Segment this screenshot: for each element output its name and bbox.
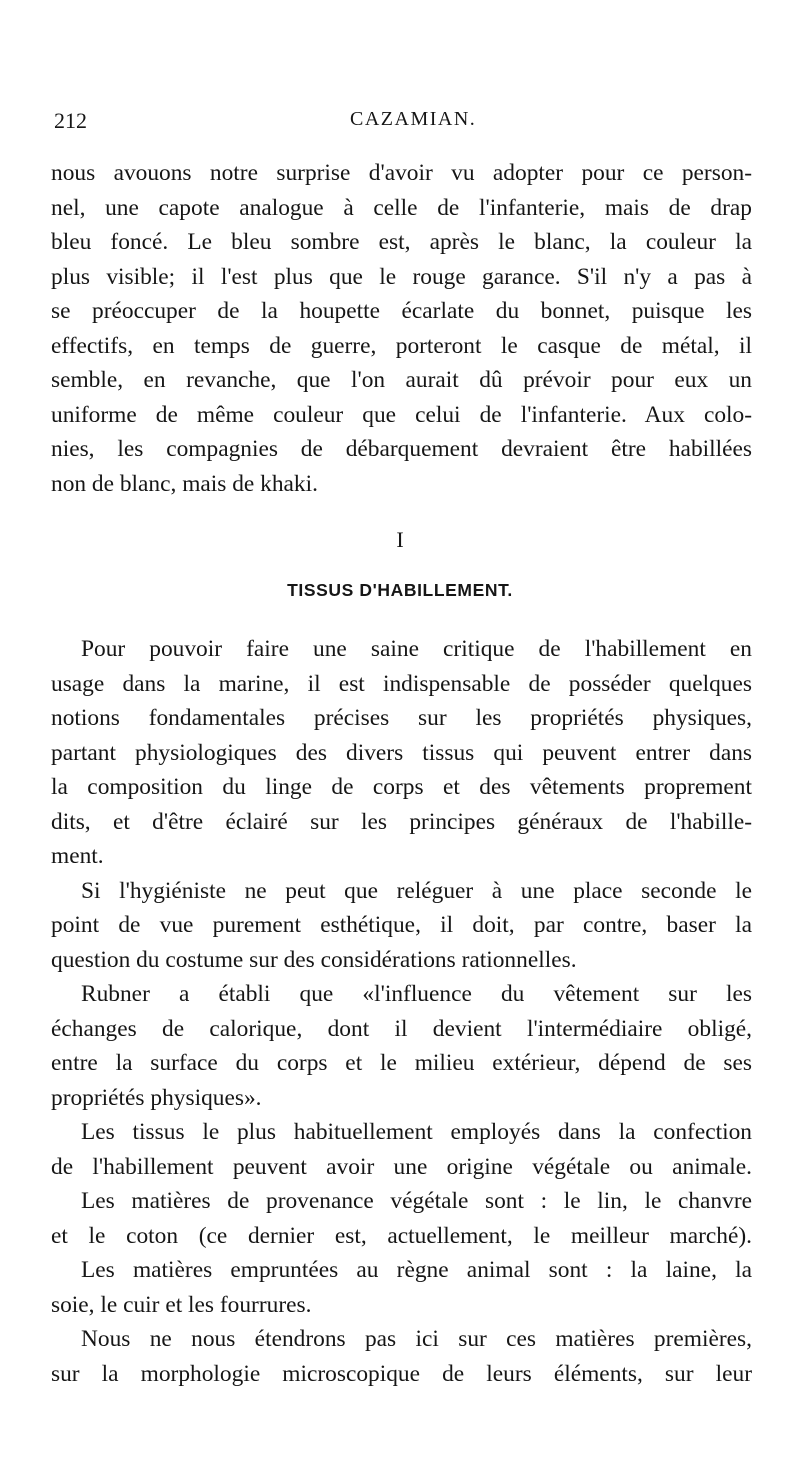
text-line: soie, le cuir et les fourrures.	[51, 1291, 312, 1318]
text-line: question du costume sur des considérations rationnelles.	[51, 946, 577, 973]
intro-paragraph	[51, 156, 752, 501]
text-line: la composition du linge de corps et des vêtements proprement	[51, 774, 752, 800]
text-line: Les matières de provenance végétale sont : le lin, le chanvre	[81, 1188, 752, 1214]
text-line: dits, et d'être éclairé sur les principes généraux de l'habille-	[51, 808, 752, 835]
text-line: Rubner a établi que «l'influence du vêtement sur les	[81, 981, 752, 1007]
text-line: bleu foncé. Le bleu sombre est, après le blanc, la couleur la	[51, 229, 752, 255]
text-line: non de blanc, mais de khaki.	[51, 470, 318, 497]
text-line: effectifs, en temps de guerre, porteront le casque de métal, il	[51, 332, 752, 359]
text-line: usage dans la marine, il est indispensable de posséder quelques	[51, 670, 752, 697]
text-line: notions fondamentales précises sur les propriétés physiques,	[51, 705, 752, 731]
page-header	[54, 108, 754, 142]
text-line: semble, en revanche, que l'on aurait dû prévoir pour eux un	[51, 367, 752, 393]
text-line: ment.	[51, 843, 104, 869]
text-line: Nous ne nous étendrons pas ici sur ces matières premières,	[81, 1326, 752, 1352]
page-number: 212	[54, 108, 87, 133]
text-line: uniforme de même couleur que celui de l'infanterie. Aux colo-	[51, 401, 752, 428]
text-line: plus visible; il l'est plus que le rouge garance. S'il n'y a pas à	[51, 263, 752, 290]
text-line: nel, une capote analogue à celle de l'infanterie, mais de drap	[51, 194, 752, 221]
running-head: CAZAMIAN.	[350, 108, 477, 130]
text-line: partant physiologiques des divers tissus qui peuvent entrer dans	[51, 739, 752, 766]
section-body	[51, 632, 752, 1391]
text-line: Les matières empruntées au règne animal sont : la laine, la	[81, 1257, 752, 1283]
text-line: se préoccuper de la houpette écarlate du bonnet, puisque les	[51, 298, 752, 324]
text-line: propriétés physiques».	[51, 1084, 262, 1111]
text-line: Les tissus le plus habituellement employés dans la confection	[81, 1119, 752, 1145]
text-line: sur la morphologie microscopique de leurs éléments, sur leur	[51, 1360, 752, 1387]
text-line: point de vue purement esthétique, il doit, par contre, baser la	[51, 912, 752, 938]
text-line: entre la surface du corps et le milieu extérieur, dépend de ses	[51, 1050, 752, 1076]
text-line: nous avouons notre surprise d'avoir vu adopter pour ce person-	[51, 160, 752, 186]
text-line: Si l'hygiéniste ne peut que reléguer à une place seconde le	[81, 877, 752, 904]
text-line: de l'habillement peuvent avoir une origine végétale ou animale.	[51, 1153, 752, 1180]
text-line: et le coton (ce dernier est, actuellement, le meilleur marché).	[51, 1222, 752, 1249]
section-title: TISSUS D'HABILLEMENT.	[287, 580, 513, 600]
section-number: I	[396, 527, 404, 552]
text-line: Pour pouvoir faire une saine critique de l'habillement en	[81, 636, 752, 662]
text-line: échanges de calorique, dont il devient l'intermédiaire obligé,	[51, 1015, 752, 1042]
text-line: nies, les compagnies de débarquement devraient être habillées	[51, 436, 752, 462]
